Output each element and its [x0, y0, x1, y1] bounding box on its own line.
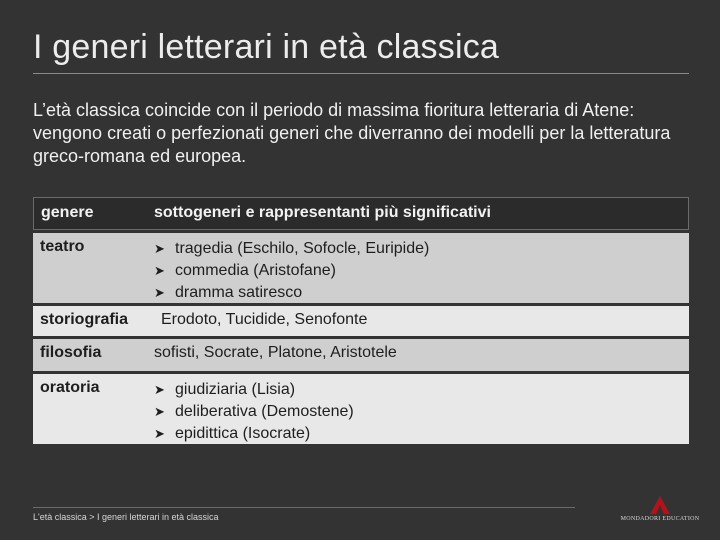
- subgenres-cell: sofisti, Socrate, Platone, Aristotele: [147, 339, 689, 371]
- genre-cell: teatro: [33, 233, 147, 303]
- footer-divider: [33, 507, 575, 508]
- subgenres-cell: Erodoto, Tucidide, Senofonte: [154, 306, 689, 336]
- header-genre: genere: [33, 197, 147, 230]
- genre-cell: storiografia: [33, 306, 154, 336]
- genre-cell: oratoria: [33, 374, 147, 444]
- genres-table: [33, 197, 689, 444]
- subgenres-cell: [147, 233, 689, 303]
- arrow-bullet-icon: ➤: [154, 382, 165, 397]
- list-item: ➤ tragedia (Eschilo, Sofocle, Euripide): [154, 238, 682, 260]
- arrow-bullet-icon: ➤: [154, 285, 165, 300]
- list-item: ➤ dramma satiresco: [154, 282, 682, 304]
- table-header-row: [33, 197, 689, 230]
- bullet-list: [154, 379, 682, 445]
- arrow-bullet-icon: ➤: [154, 241, 165, 256]
- list-item: ➤ epidittica (Isocrate): [154, 423, 682, 445]
- bullet-list: [154, 238, 682, 304]
- list-item: ➤ deliberativa (Demostene): [154, 401, 682, 423]
- slide-title: I generi letterari in età classica: [33, 28, 500, 66]
- intro-paragraph: L’età classica coincide con il periodo di massima fioritura letteraria di Atene: vengono creati o perfezionati generi che diverranno dei modelli per la letteratura greco-romana ed europea.: [33, 100, 671, 166]
- header-subgenres: sottogeneri e rappresentanti più significativi: [147, 197, 689, 230]
- list-item: ➤ commedia (Aristofane): [154, 260, 682, 282]
- mondadori-logo-icon: [650, 496, 670, 514]
- footer-breadcrumb[interactable]: L'età classica > I generi letterari in età classica: [33, 512, 219, 522]
- publisher-logo: [620, 496, 700, 526]
- table-row: [33, 306, 689, 336]
- table-row: [33, 233, 689, 303]
- subgenres-cell: [147, 374, 689, 444]
- list-item: ➤ giudiziaria (Lisia): [154, 379, 682, 401]
- genre-cell: filosofia: [33, 339, 147, 371]
- arrow-bullet-icon: ➤: [154, 404, 165, 419]
- arrow-bullet-icon: ➤: [154, 263, 165, 278]
- table-row: [33, 339, 689, 371]
- table-row: [33, 374, 689, 444]
- arrow-bullet-icon: ➤: [154, 426, 165, 441]
- title-divider: [33, 73, 689, 74]
- logo-text: MONDADORI EDUCATION: [620, 516, 700, 522]
